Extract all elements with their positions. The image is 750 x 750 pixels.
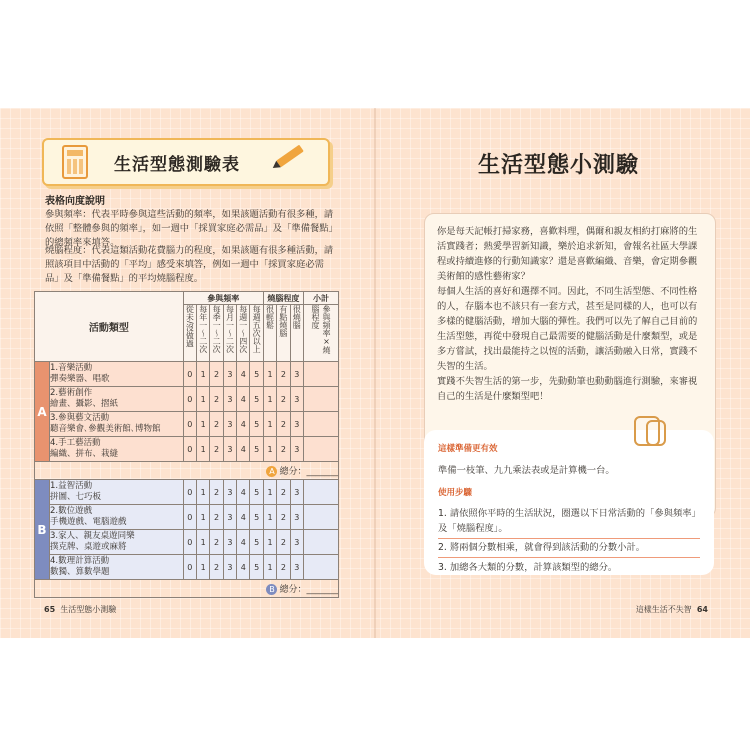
steps-label: 使用步驟 — [438, 488, 473, 498]
freq-score[interactable]: 4 — [237, 480, 250, 505]
activity-desc: 手機遊戲、電腦遊戲 — [50, 517, 127, 527]
subtotal-cell[interactable] — [304, 555, 339, 580]
freq-score[interactable]: 5 — [250, 437, 263, 462]
col-brain: 燒腦程度 — [263, 292, 303, 305]
freq-score[interactable]: 5 — [250, 555, 263, 580]
freq-score[interactable]: 2 — [210, 505, 223, 530]
freq-score[interactable]: 1 — [197, 505, 210, 530]
freq-score[interactable]: 4 — [237, 505, 250, 530]
brain-level: 很燒腦 — [290, 305, 303, 362]
freq-score[interactable]: 1 — [197, 387, 210, 412]
brain-score[interactable]: 1 — [263, 412, 276, 437]
freq-score[interactable]: 3 — [223, 362, 236, 387]
section-title: 表格向度說明 — [45, 196, 105, 207]
freq-score[interactable]: 2 — [210, 387, 223, 412]
step-item: 1. 請依照你平時的生活狀況，圈選以下日常活動的「參與頻率」及「燒腦程度」。 — [438, 506, 700, 539]
lifestyle-table — [34, 291, 339, 598]
brain-score[interactable]: 1 — [263, 555, 276, 580]
right-page-title: 生活型態小測驗 — [478, 153, 640, 178]
subtotal-header: 參與頻率×燒腦程度 — [304, 305, 339, 362]
activity-name: 2.數位遊戲 — [50, 506, 93, 516]
freq-score[interactable]: 2 — [210, 555, 223, 580]
table-row — [35, 480, 339, 505]
brain-level: 很輕鬆 — [263, 305, 276, 362]
table-row — [35, 555, 339, 580]
activity-desc: 繪畫、攝影、摺紙 — [50, 399, 119, 409]
brain-score[interactable]: 3 — [290, 555, 303, 580]
group-a-total — [35, 462, 339, 480]
activity-cell — [50, 362, 184, 387]
page-title: 生活型態測驗表 — [114, 155, 240, 175]
activity-desc: 撲克牌、桌遊或麻將 — [50, 542, 127, 552]
brain-score[interactable]: 3 — [290, 530, 303, 555]
activity-desc: 彈奏樂器、唱歌 — [50, 374, 110, 384]
left-page-number: 65 — [44, 605, 56, 614]
table-row — [35, 412, 339, 437]
brain-score[interactable]: 3 — [290, 505, 303, 530]
instructions-card — [424, 430, 714, 575]
brain-score[interactable]: 1 — [263, 480, 276, 505]
step-item: 3. 加總各大類的分數，計算該類型的總分。 — [438, 562, 618, 573]
activity-name: 4.數理計算活動 — [50, 556, 110, 566]
freq-score[interactable]: 0 — [183, 505, 196, 530]
col-subtotal: 小計 — [304, 292, 339, 305]
page-gutter — [374, 108, 376, 638]
subtotal-cell[interactable] — [304, 387, 339, 412]
freq-score[interactable]: 3 — [223, 480, 236, 505]
freq-score[interactable]: 5 — [250, 412, 263, 437]
freq-score[interactable]: 3 — [223, 530, 236, 555]
subtotal-cell[interactable] — [304, 412, 339, 437]
activity-desc: 數獨、算數學題 — [50, 567, 110, 577]
activity-name: 1.益智活動 — [50, 481, 93, 491]
brain-description: 燒腦程度：代表這類活動花費腦力的程度，如果該題有很多種活動，請照該項目中活動的「平均」感受來填答，例如一週中「採買家庭必需品」及「準備餐點」的平均燒腦程度。 — [45, 245, 334, 284]
freq-score[interactable]: 0 — [183, 555, 196, 580]
group-a-total-label: 總分：_______ — [279, 467, 338, 477]
brain-score[interactable]: 2 — [277, 437, 290, 462]
freq-score[interactable]: 2 — [210, 412, 223, 437]
title-banner — [42, 138, 330, 186]
freq-score[interactable]: 3 — [223, 412, 236, 437]
activity-desc: 編織、拼布、栽縫 — [50, 449, 119, 459]
freq-level: 每月一～二次 — [223, 305, 236, 362]
freq-description: 參與頻率：代表平時參與這些活動的頻率，如果該題活動有很多種，請依照「整體參與的頻率」，如一週中「採買家庭必需品」及「準備餐點」的總頻率來填答。 — [45, 209, 334, 248]
subtotal-cell[interactable] — [304, 530, 339, 555]
brain-score[interactable]: 2 — [277, 412, 290, 437]
subtotal-cell[interactable] — [304, 437, 339, 462]
right-page-footer — [636, 604, 708, 615]
group-label: B — [35, 480, 50, 580]
book-spread — [0, 108, 750, 638]
freq-score[interactable]: 4 — [237, 412, 250, 437]
subtotal-cell[interactable] — [304, 362, 339, 387]
freq-score[interactable]: 5 — [250, 530, 263, 555]
freq-score[interactable]: 3 — [223, 387, 236, 412]
activity-cell — [50, 530, 184, 555]
freq-score[interactable]: 3 — [223, 555, 236, 580]
freq-level: 每季一～二次 — [210, 305, 223, 362]
table-row — [35, 530, 339, 555]
freq-score[interactable]: 0 — [183, 437, 196, 462]
freq-score[interactable]: 1 — [197, 530, 210, 555]
right-page-number: 64 — [696, 605, 708, 614]
step-item: 2. 將兩個分數相乘，就會得到該活動的分數小計。 — [438, 540, 700, 558]
freq-score[interactable]: 0 — [183, 362, 196, 387]
brain-score[interactable]: 2 — [277, 362, 290, 387]
freq-score[interactable]: 1 — [197, 437, 210, 462]
activity-name: 3.參與藝文活動 — [50, 413, 110, 423]
brain-score[interactable]: 3 — [290, 362, 303, 387]
brain-score[interactable]: 2 — [277, 530, 290, 555]
freq-score[interactable]: 3 — [223, 505, 236, 530]
freq-score[interactable]: 0 — [183, 412, 196, 437]
table-row — [35, 387, 339, 412]
freq-level: 每年一～二次 — [197, 305, 210, 362]
col-activity: 活動類型 — [35, 292, 184, 362]
freq-score[interactable]: 2 — [210, 480, 223, 505]
group-a-badge: A — [266, 466, 277, 477]
freq-score[interactable]: 4 — [237, 362, 250, 387]
activity-name: 2.藝術創作 — [50, 388, 93, 398]
brain-score[interactable]: 2 — [277, 480, 290, 505]
freq-level: 每週一～四次 — [237, 305, 250, 362]
brain-score[interactable]: 1 — [263, 505, 276, 530]
freq-score[interactable]: 4 — [237, 387, 250, 412]
brain-level: 有點燒腦 — [277, 305, 290, 362]
freq-level: 從未/沒做過 — [183, 305, 196, 362]
prep-text: 準備一枝筆、九九乘法表或是計算機一台。 — [438, 465, 615, 476]
activity-cell — [50, 412, 184, 437]
intro-paragraph: 每個人生活的喜好和選擇不同。因此，不同生活型態、不同性格的人，存腦本也不該只有一套方式，甚至是同樣的人，也可以有多樣的健腦活動，增加大腦的彈性。我們可以先了解自己目前的生活型態，再從中發現自己最需要的健腦活動是什麼類型，或是多方嘗試，找出最能持之以恆的活動，讓活動融入日常，實踐不失智的生活。 — [437, 286, 698, 372]
freq-score[interactable]: 1 — [197, 480, 210, 505]
activity-cell — [50, 387, 184, 412]
freq-score[interactable]: 0 — [183, 387, 196, 412]
table-row — [35, 362, 339, 387]
group-label: A — [35, 362, 50, 462]
activity-cell — [50, 480, 184, 505]
brain-score[interactable]: 1 — [263, 530, 276, 555]
freq-score[interactable]: 2 — [210, 437, 223, 462]
freq-score[interactable]: 4 — [237, 555, 250, 580]
freq-score[interactable]: 4 — [237, 437, 250, 462]
activity-cell — [50, 555, 184, 580]
pencil-icon — [276, 145, 304, 168]
left-page-footer — [44, 604, 116, 615]
group-b-total — [35, 580, 339, 598]
brain-score[interactable]: 3 — [290, 437, 303, 462]
freq-level: 每週五次以上 — [250, 305, 263, 362]
freq-score[interactable]: 2 — [210, 530, 223, 555]
freq-score[interactable]: 5 — [250, 480, 263, 505]
activity-name: 3.家人、親友桌遊同樂 — [50, 531, 135, 541]
freq-score[interactable]: 1 — [197, 555, 210, 580]
freq-score[interactable]: 3 — [223, 437, 236, 462]
brain-score[interactable]: 3 — [290, 480, 303, 505]
intro-paragraph: 你是每天記帳打掃家務，喜歡料理，偶爾和親友相約打麻將的生活實踐者；熱愛學習新知識，樂於追求新知，會報名社區大學課程或持續進修的行動知識家？還是喜歡編織、音樂，會定期參觀美術館的感性藝術家？ — [437, 226, 698, 282]
brain-score[interactable]: 2 — [277, 387, 290, 412]
intro-paragraph: 實踐不失智生活的第一步，先動動筆也動動腦進行測驗，來審視自己的生活是什麼類型吧！ — [437, 376, 698, 402]
right-footer-text: 這樣生活不失智 — [635, 605, 692, 614]
activity-cell — [50, 437, 184, 462]
subtotal-cell[interactable] — [304, 505, 339, 530]
brain-score[interactable]: 2 — [277, 505, 290, 530]
freq-score[interactable]: 5 — [250, 505, 263, 530]
group-b-badge: B — [266, 584, 277, 595]
col-freq: 參與頻率 — [183, 292, 263, 305]
brain-score[interactable]: 2 — [277, 555, 290, 580]
brain-score[interactable]: 1 — [263, 362, 276, 387]
brain-score[interactable]: 1 — [263, 437, 276, 462]
freq-score[interactable]: 5 — [250, 362, 263, 387]
activity-desc: 聽音樂會､參觀美術館､博物館 — [50, 424, 161, 434]
brain-score[interactable]: 1 — [263, 387, 276, 412]
group-b-total-label: 總分：_______ — [279, 585, 338, 595]
prep-label: 這樣準備更有效 — [438, 444, 498, 454]
freq-score[interactable]: 5 — [250, 387, 263, 412]
freq-score[interactable]: 4 — [237, 530, 250, 555]
freq-score[interactable]: 2 — [210, 362, 223, 387]
freq-score[interactable]: 0 — [183, 480, 196, 505]
activity-cell — [50, 505, 184, 530]
freq-score[interactable]: 1 — [197, 362, 210, 387]
activity-desc: 拼圖、七巧板 — [50, 492, 102, 502]
subtotal-cell[interactable] — [304, 480, 339, 505]
brain-score[interactable]: 3 — [290, 387, 303, 412]
table-row — [35, 505, 339, 530]
activity-name: 1.音樂活動 — [50, 363, 93, 373]
calculator-icon — [62, 145, 88, 179]
table-row — [35, 437, 339, 462]
left-footer-text: 生活型態小測驗 — [60, 605, 117, 614]
brain-score[interactable]: 3 — [290, 412, 303, 437]
activity-name: 4.手工藝活動 — [50, 438, 101, 448]
freq-score[interactable]: 0 — [183, 530, 196, 555]
paper-clip-icon — [646, 420, 666, 446]
freq-score[interactable]: 1 — [197, 412, 210, 437]
